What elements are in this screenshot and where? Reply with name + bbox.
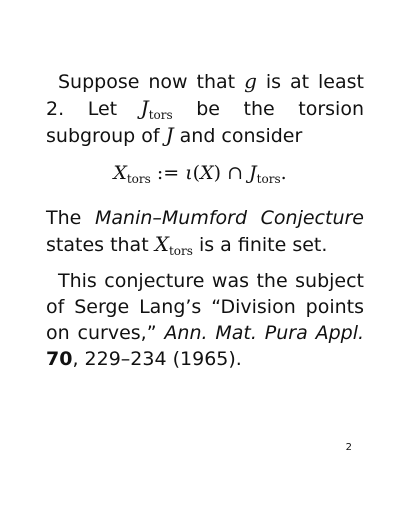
text-run: , 229–234 (1965). xyxy=(72,348,242,370)
text-run: and consider xyxy=(173,125,303,147)
conjecture-name: Manin–Mumford Conjecture xyxy=(94,207,364,229)
math-var-g: g xyxy=(244,69,257,93)
text-run: The xyxy=(46,207,95,229)
journal-volume: 70 xyxy=(46,348,73,370)
text-run: be the torsion subgroup of xyxy=(46,98,364,147)
page-number: 2 xyxy=(345,442,352,453)
paragraph-conjecture xyxy=(46,205,364,258)
display-equation xyxy=(0,160,400,186)
math-subscript-tors: tors xyxy=(126,172,151,186)
math-cap-op: ∩ xyxy=(221,162,250,184)
math-var-J: J xyxy=(140,96,149,120)
math-var-X: X xyxy=(200,162,214,184)
math-var-X: X xyxy=(154,232,169,256)
paragraph-setup xyxy=(46,68,364,149)
math-iota: ι xyxy=(185,162,193,184)
text-run: Suppose now that xyxy=(58,71,245,93)
math-subscript-tors: tors xyxy=(148,108,173,122)
math-subscript-tors: tors xyxy=(168,244,193,258)
journal-name: Ann. Mat. Pura Appl. xyxy=(164,322,365,344)
text-run: This conjecture was the subject of Serge Lang’s “Division points on curves,” xyxy=(46,270,364,344)
math-paren: ) xyxy=(213,162,222,184)
text-run: is a finite set. xyxy=(192,234,328,256)
paragraph-reference xyxy=(46,268,364,372)
text-run: states that xyxy=(46,234,155,256)
math-var-J: J xyxy=(165,123,174,147)
math-assign-op: := xyxy=(150,162,186,184)
math-paren: ( xyxy=(192,162,201,184)
math-var-J: J xyxy=(249,162,257,184)
math-var-X: X xyxy=(113,162,127,184)
math-period: . xyxy=(280,162,287,184)
text-run: is at least 2. Let xyxy=(46,71,364,120)
math-subscript-tors: tors xyxy=(256,172,281,186)
